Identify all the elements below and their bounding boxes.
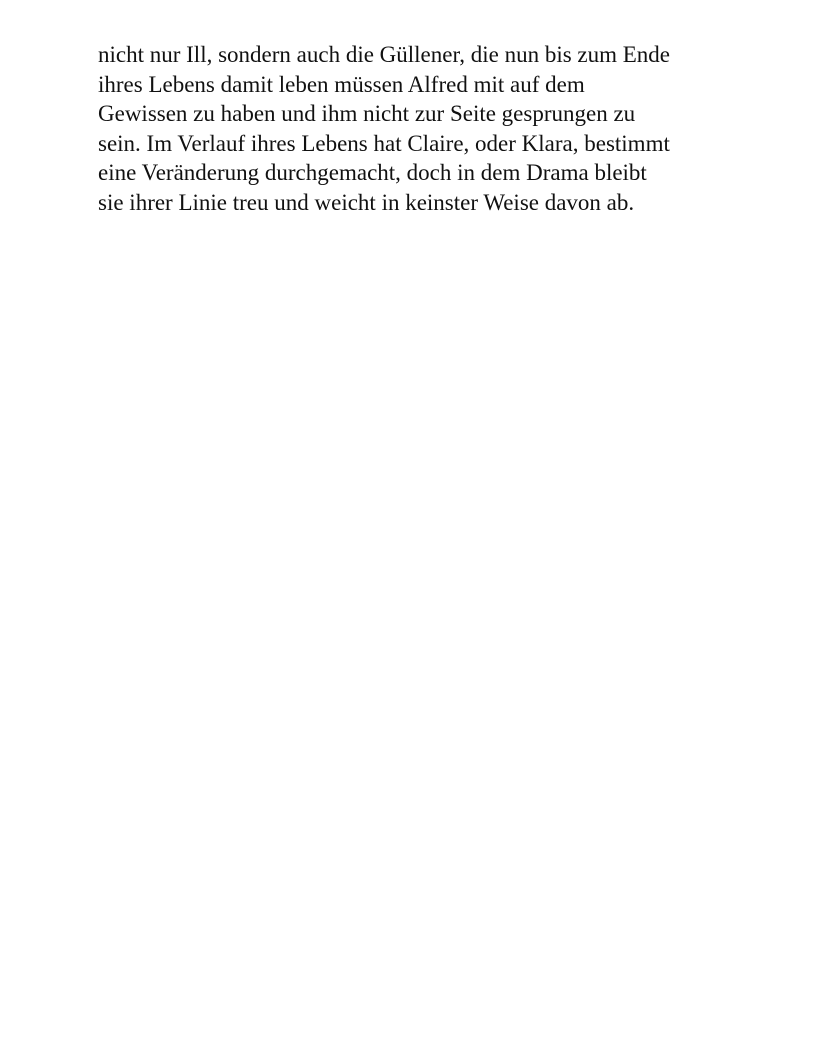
text-line: sie ihrer Linie treu und weicht in keinster Weise davon ab. — [98, 189, 635, 215]
text-line: eine Veränderung durchgemacht, doch in dem Drama bleibt — [98, 160, 647, 185]
text-line: sein. Im Verlauf ihres Lebens hat Claire, oder Klara, bestimmt — [98, 130, 670, 156]
text-line: ihres Lebens damit leben müssen Alfred mit auf dem — [98, 71, 585, 97]
text-line: nicht nur Ill, sondern auch die Güllener, die nun bis zum Ende — [98, 42, 671, 67]
text-line: Gewissen zu haben und ihm nicht zur Seite gesprungen zu — [98, 101, 636, 126]
body-paragraph — [98, 40, 738, 217]
